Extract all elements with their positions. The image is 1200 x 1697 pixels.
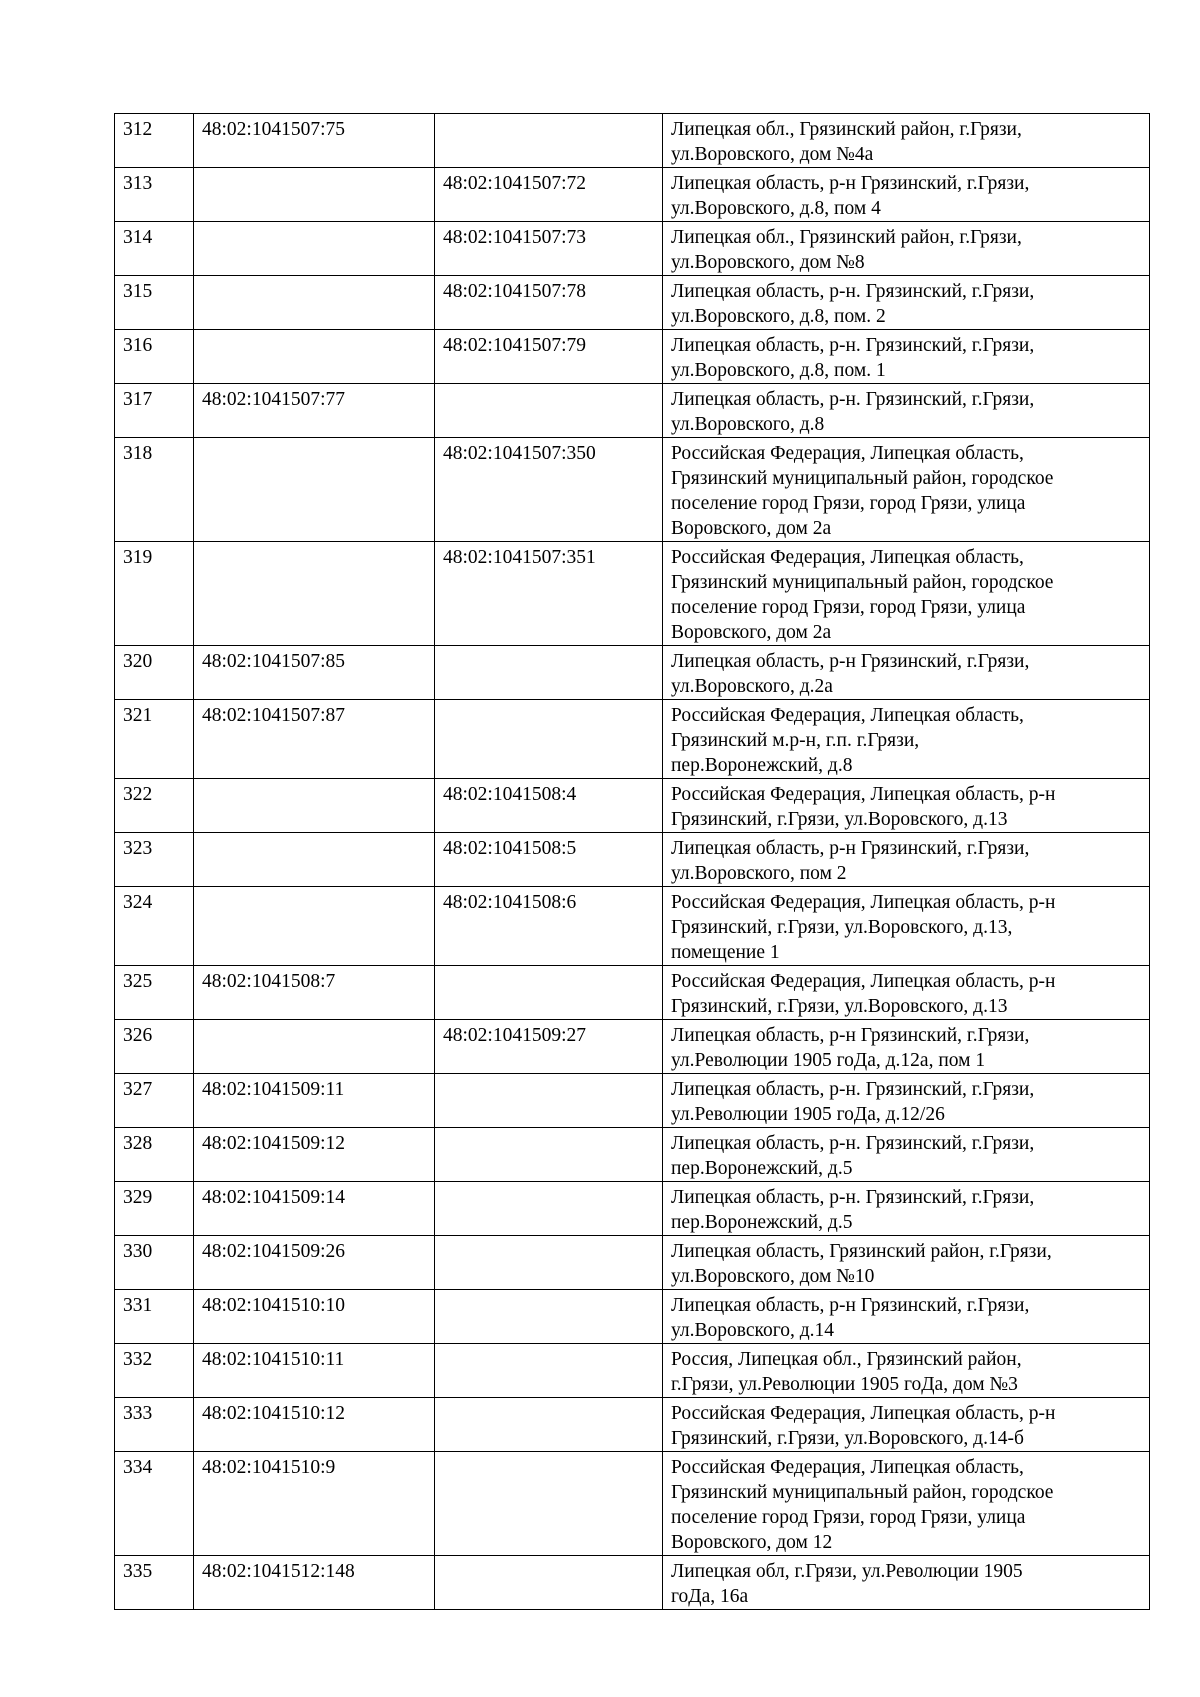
address-cell: Российская Федерация, Липецкая область, Грязинский муниципальный район, городское поселение город Грязи, город Грязи, улица Воровского, дом 2а (663, 542, 1150, 646)
land-cadastral-number-cell: 48:02:1041507:77 (194, 384, 435, 438)
address-cell: Российская Федерация, Липецкая область, Грязинский м.р-н, г.п. г.Грязи, пер.Воронежский, д.8 (663, 700, 1150, 779)
land-cadastral-number-cell: 48:02:1041507:75 (194, 114, 435, 168)
row-number-cell: 332 (115, 1344, 194, 1398)
object-cadastral-number-cell (435, 1074, 663, 1128)
land-cadastral-number-cell (194, 887, 435, 966)
object-cadastral-number-cell: 48:02:1041507:78 (435, 276, 663, 330)
registry-table (114, 113, 1150, 1610)
address-cell: Липецкая область, р-н Грязинский, г.Грязи, ул.Воровского, д.14 (663, 1290, 1150, 1344)
address-cell: Липецкая обл., Грязинский район, г.Грязи, ул.Воровского, дом №4а (663, 114, 1150, 168)
row-number-cell: 331 (115, 1290, 194, 1344)
object-cadastral-number-cell (435, 1128, 663, 1182)
object-cadastral-number-cell (435, 1290, 663, 1344)
address-cell: Липецкая область, р-н. Грязинский, г.Грязи, ул.Революции 1905 гоДа, д.12/26 (663, 1074, 1150, 1128)
table-row (115, 276, 1150, 330)
table-row (115, 438, 1150, 542)
land-cadastral-number-cell: 48:02:1041507:87 (194, 700, 435, 779)
object-cadastral-number-cell (435, 384, 663, 438)
object-cadastral-number-cell (435, 1344, 663, 1398)
table-row (115, 1452, 1150, 1556)
row-number-cell: 319 (115, 542, 194, 646)
table-row (115, 1344, 1150, 1398)
row-number-cell: 314 (115, 222, 194, 276)
row-number-cell: 333 (115, 1398, 194, 1452)
land-cadastral-number-cell: 48:02:1041510:9 (194, 1452, 435, 1556)
address-cell: Липецкая область, р-н Грязинский, г.Грязи, ул.Воровского, д.2а (663, 646, 1150, 700)
table-row (115, 1128, 1150, 1182)
land-cadastral-number-cell: 48:02:1041512:148 (194, 1556, 435, 1610)
land-cadastral-number-cell (194, 168, 435, 222)
object-cadastral-number-cell: 48:02:1041508:4 (435, 779, 663, 833)
land-cadastral-number-cell (194, 222, 435, 276)
object-cadastral-number-cell: 48:02:1041508:5 (435, 833, 663, 887)
row-number-cell: 315 (115, 276, 194, 330)
land-cadastral-number-cell: 48:02:1041509:11 (194, 1074, 435, 1128)
address-cell: Липецкая область, Грязинский район, г.Грязи, ул.Воровского, дом №10 (663, 1236, 1150, 1290)
land-cadastral-number-cell (194, 779, 435, 833)
row-number-cell: 335 (115, 1556, 194, 1610)
object-cadastral-number-cell (435, 966, 663, 1020)
row-number-cell: 323 (115, 833, 194, 887)
land-cadastral-number-cell: 48:02:1041510:11 (194, 1344, 435, 1398)
table-row (115, 1556, 1150, 1610)
table-row (115, 1074, 1150, 1128)
row-number-cell: 312 (115, 114, 194, 168)
row-number-cell: 316 (115, 330, 194, 384)
object-cadastral-number-cell (435, 1182, 663, 1236)
address-cell: Российская Федерация, Липецкая область, р-н Грязинский, г.Грязи, ул.Воровского, д.14-б (663, 1398, 1150, 1452)
land-cadastral-number-cell (194, 1020, 435, 1074)
address-cell: Липецкая область, р-н. Грязинский, г.Грязи, пер.Воронежский, д.5 (663, 1128, 1150, 1182)
object-cadastral-number-cell (435, 1236, 663, 1290)
land-cadastral-number-cell: 48:02:1041507:85 (194, 646, 435, 700)
land-cadastral-number-cell: 48:02:1041508:7 (194, 966, 435, 1020)
table-row (115, 1236, 1150, 1290)
land-cadastral-number-cell: 48:02:1041509:12 (194, 1128, 435, 1182)
land-cadastral-number-cell: 48:02:1041510:12 (194, 1398, 435, 1452)
object-cadastral-number-cell: 48:02:1041507:72 (435, 168, 663, 222)
land-cadastral-number-cell: 48:02:1041509:14 (194, 1182, 435, 1236)
address-cell: Российская Федерация, Липецкая область, Грязинский муниципальный район, городское поселение город Грязи, город Грязи, улица Воровского, дом 12 (663, 1452, 1150, 1556)
address-cell: Россия, Липецкая обл., Грязинский район, г.Грязи, ул.Революции 1905 гоДа, дом №3 (663, 1344, 1150, 1398)
land-cadastral-number-cell (194, 276, 435, 330)
table-row (115, 833, 1150, 887)
row-number-cell: 334 (115, 1452, 194, 1556)
object-cadastral-number-cell (435, 114, 663, 168)
registry-table-body (115, 114, 1150, 1610)
object-cadastral-number-cell (435, 1452, 663, 1556)
object-cadastral-number-cell (435, 1398, 663, 1452)
row-number-cell: 329 (115, 1182, 194, 1236)
row-number-cell: 322 (115, 779, 194, 833)
table-row (115, 1020, 1150, 1074)
row-number-cell: 330 (115, 1236, 194, 1290)
land-cadastral-number-cell: 48:02:1041509:26 (194, 1236, 435, 1290)
land-cadastral-number-cell (194, 438, 435, 542)
address-cell: Липецкая область, р-н Грязинский, г.Грязи, ул.Революции 1905 гоДа, д.12а, пом 1 (663, 1020, 1150, 1074)
address-cell: Российская Федерация, Липецкая область, р-н Грязинский, г.Грязи, ул.Воровского, д.13, помещение 1 (663, 887, 1150, 966)
table-row (115, 1290, 1150, 1344)
object-cadastral-number-cell (435, 646, 663, 700)
address-cell: Российская Федерация, Липецкая область, р-н Грязинский, г.Грязи, ул.Воровского, д.13 (663, 779, 1150, 833)
row-number-cell: 325 (115, 966, 194, 1020)
table-row (115, 542, 1150, 646)
address-cell: Липецкая обл, г.Грязи, ул.Революции 1905 гоДа, 16а (663, 1556, 1150, 1610)
table-row (115, 1398, 1150, 1452)
address-cell: Липецкая область, р-н. Грязинский, г.Грязи, ул.Воровского, д.8, пом. 2 (663, 276, 1150, 330)
table-row (115, 779, 1150, 833)
row-number-cell: 328 (115, 1128, 194, 1182)
table-row (115, 114, 1150, 168)
object-cadastral-number-cell: 48:02:1041507:350 (435, 438, 663, 542)
object-cadastral-number-cell: 48:02:1041507:73 (435, 222, 663, 276)
land-cadastral-number-cell: 48:02:1041510:10 (194, 1290, 435, 1344)
address-cell: Липецкая область, р-н. Грязинский, г.Грязи, пер.Воронежский, д.5 (663, 1182, 1150, 1236)
object-cadastral-number-cell: 48:02:1041507:79 (435, 330, 663, 384)
object-cadastral-number-cell: 48:02:1041507:351 (435, 542, 663, 646)
address-cell: Липецкая область, р-н Грязинский, г.Грязи, ул.Воровского, д.8, пом 4 (663, 168, 1150, 222)
table-row (115, 700, 1150, 779)
object-cadastral-number-cell: 48:02:1041509:27 (435, 1020, 663, 1074)
table-row (115, 384, 1150, 438)
address-cell: Липецкая область, р-н. Грязинский, г.Грязи, ул.Воровского, д.8, пом. 1 (663, 330, 1150, 384)
address-cell: Российская Федерация, Липецкая область, Грязинский муниципальный район, городское поселение город Грязи, город Грязи, улица Воровского, дом 2а (663, 438, 1150, 542)
table-row (115, 966, 1150, 1020)
row-number-cell: 327 (115, 1074, 194, 1128)
row-number-cell: 313 (115, 168, 194, 222)
row-number-cell: 324 (115, 887, 194, 966)
land-cadastral-number-cell (194, 833, 435, 887)
object-cadastral-number-cell: 48:02:1041508:6 (435, 887, 663, 966)
address-cell: Липецкая область, р-н Грязинский, г.Грязи, ул.Воровского, пом 2 (663, 833, 1150, 887)
land-cadastral-number-cell (194, 330, 435, 384)
table-row (115, 1182, 1150, 1236)
row-number-cell: 317 (115, 384, 194, 438)
table-row (115, 646, 1150, 700)
address-cell: Российская Федерация, Липецкая область, р-н Грязинский, г.Грязи, ул.Воровского, д.13 (663, 966, 1150, 1020)
table-row (115, 222, 1150, 276)
land-cadastral-number-cell (194, 542, 435, 646)
table-row (115, 168, 1150, 222)
row-number-cell: 318 (115, 438, 194, 542)
table-row (115, 887, 1150, 966)
row-number-cell: 320 (115, 646, 194, 700)
object-cadastral-number-cell (435, 1556, 663, 1610)
address-cell: Липецкая обл., Грязинский район, г.Грязи, ул.Воровского, дом №8 (663, 222, 1150, 276)
row-number-cell: 321 (115, 700, 194, 779)
row-number-cell: 326 (115, 1020, 194, 1074)
object-cadastral-number-cell (435, 700, 663, 779)
address-cell: Липецкая область, р-н. Грязинский, г.Грязи, ул.Воровского, д.8 (663, 384, 1150, 438)
table-row (115, 330, 1150, 384)
